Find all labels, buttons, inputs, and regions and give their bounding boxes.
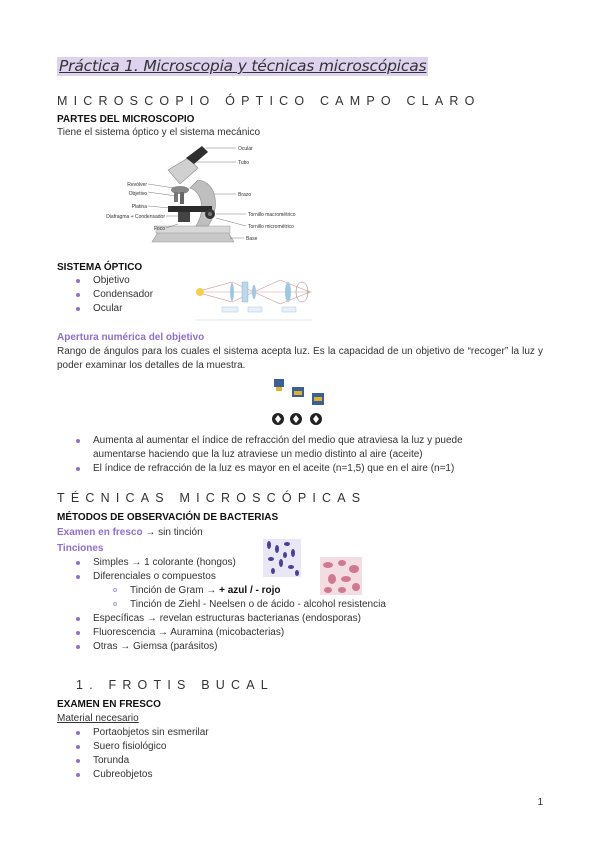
aperture-item-1: Aumenta al aumentar el índice de refracción del medio que atraviesa la luz y puede aumentarse haciendo que la luz atraviese un medio distinto al aire (aceite) (76, 434, 486, 462)
page-number: 1 (537, 797, 543, 808)
stain-simple: Simples → 1 colorante (hongos) (76, 556, 476, 570)
exam-heading: EXAMEN EN FRESCO (57, 699, 161, 710)
material-item-portaobjetos: Portaobjetos sin esmerilar (76, 726, 376, 740)
material-heading: Material necesario (57, 713, 139, 724)
gram-bold: + azul / - rojo (219, 585, 281, 596)
section-heading-tecnicas: TÉCNICAS MICROSCÓPICAS (57, 491, 367, 505)
material-item-suero: Suero fisiológico (76, 740, 376, 754)
aperture-diagram (268, 377, 328, 429)
stain-specific: Específicas → revelan estructuras bacterianas (endosporas) (76, 612, 476, 626)
material-item-torunda: Torunda (76, 754, 376, 768)
label-revolver: Revólver (127, 182, 147, 188)
microscope-diagram (98, 140, 298, 248)
stain-differential: Diferenciales o compuestos (76, 570, 476, 584)
label-base: Base (246, 236, 258, 242)
stain-gram (113, 584, 476, 598)
stain-ziehl: Tinción de Ziehl - Neelsen o de ácido - alcohol resistencia (113, 598, 476, 612)
label-tornillo-micro: Tornillo micrométrico (248, 224, 294, 230)
optical-item-objetivo: Objetivo (76, 274, 176, 288)
label-diafragma: Diafragma + Condensador (106, 214, 165, 220)
fresh-exam-label: Examen en fresco (57, 527, 143, 538)
optical-item-condensador: Condensador (76, 288, 176, 302)
methods-heading: MÉTODOS DE OBSERVACIÓN DE BACTERIAS (57, 512, 279, 523)
aperture-heading: Apertura numérica del objetivo (57, 332, 205, 343)
label-ocular: Ocular (238, 146, 253, 152)
label-tubo: Tubo (238, 160, 250, 166)
label-platina: Platina (131, 204, 147, 210)
parts-heading: PARTES DEL MICROSCOPIO (57, 114, 195, 125)
material-item-cubreobjetos: Cubreobjetos (76, 768, 376, 782)
fresh-exam-text: → sin tinción (145, 527, 203, 538)
section-heading-frotis: 1. FROTIS BUCAL (76, 678, 274, 692)
parts-text: Tiene el sistema óptico y el sistema mecánico (57, 127, 261, 138)
optical-path-diagram (192, 274, 316, 326)
optical-item-ocular: Ocular (76, 302, 176, 316)
label-foco: Foco (153, 226, 165, 232)
optical-heading: SISTEMA ÓPTICO (57, 262, 143, 273)
gram-micrograph (263, 539, 301, 577)
ziehl-micrograph (320, 557, 362, 595)
stain-fluorescence: Fluorescencia → Auramina (micobacterias) (76, 626, 476, 640)
section-heading-microscopio: MICROSCOPIO ÓPTICO CAMPO CLARO (57, 94, 481, 108)
gram-prefix: Tinción de Gram → (130, 585, 220, 596)
aperture-item-2: El índice de refracción de la luz es mayor en el aceite (n=1,5) que en el aire (n=1) (76, 462, 486, 476)
aperture-text: Rango de ángulos para los cuales el sistema acepta luz. Es la capacidad de un objetivo de “recoger” la luz y poder examinar los detalles de la muestra. (57, 346, 543, 371)
label-objetivo: Objetivo (128, 191, 147, 197)
stains-heading: Tinciones (57, 543, 104, 554)
stain-others: Otras → Giemsa (parásitos) (76, 640, 476, 654)
label-brazo: Brazo (238, 192, 252, 198)
page-title: Práctica 1. Microscopia y técnicas microscópicas (59, 57, 427, 75)
label-tornillo-macro: Tornillo macrométrico (248, 212, 296, 218)
